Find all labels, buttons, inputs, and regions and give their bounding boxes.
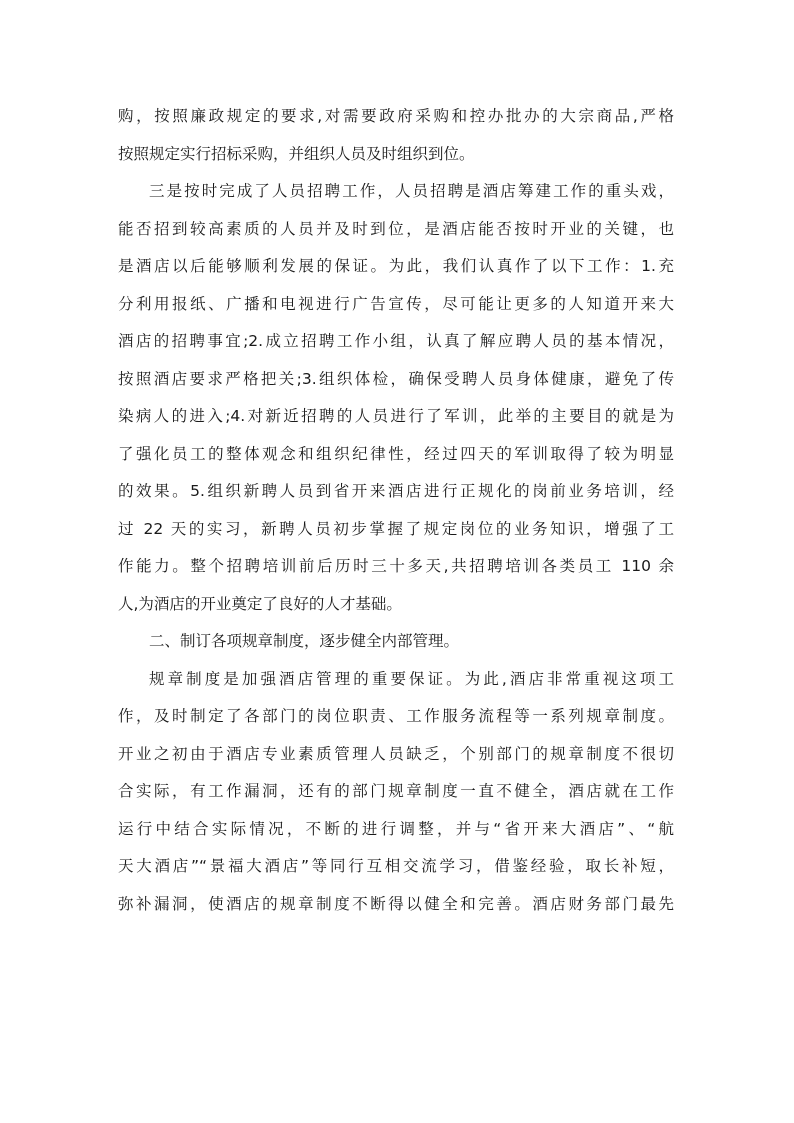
text-line: 运行中结合实际情况，不断的进行调整，并与“省开来大酒店”、“航 — [118, 819, 674, 838]
text-line: 能否招到较高素质的人员并及时到位，是酒店能否按时开业的关键，也 — [118, 219, 674, 238]
text-line: 按照酒店要求严格把关;3.组织体检，确保受聘人员身体健康，避免了传 — [118, 369, 674, 388]
text-line: 按照规定实行招标采购，并组织人员及时组织到位。 — [118, 144, 475, 163]
text-line: 弥补漏洞，使酒店的规章制度不断得以健全和完善。酒店财务部门最先 — [118, 894, 674, 913]
text-line: 作，及时制定了各部门的岗位职责、工作服务流程等一系列规章制度。 — [118, 707, 674, 725]
text-line: 开业之初由于酒店专业素质管理人员缺乏，个别部门的规章制度不很切 — [118, 744, 674, 763]
text-line: 酒店的招聘事宜;2.成立招聘工作小组，认真了解应聘人员的基本情况， — [118, 332, 674, 350]
text-line: 的效果。5.组织新聘人员到省开来酒店进行正规化的岗前业务培训，经 — [118, 482, 674, 500]
text-line: 分利用报纸、广播和电视进行广告宣传，尽可能让更多的人知道开来大 — [118, 294, 674, 313]
text-line: 人,为酒店的开业奠定了良好的人才基础。 — [118, 594, 402, 613]
text-line: 染病人的进入;4.对新近招聘的人员进行了军训，此举的主要目的就是为 — [118, 407, 674, 425]
paragraph-start-line: 规章制度是加强酒店管理的重要保证。为此,酒店非常重视这项工 — [149, 669, 674, 688]
text-line: 过 22 天的实习，新聘人员初步掌握了规定岗位的业务知识，增强了工 — [118, 519, 674, 538]
document-page — [118, 98, 674, 923]
text-line: 合实际，有工作漏洞，还有的部门规章制度一直不健全，酒店就在工作 — [118, 782, 674, 800]
text-line: 了强化员工的整体观念和组织纪律性，经过四天的军训取得了较为明显 — [118, 444, 674, 463]
paragraph-start-line: 三是按时完成了人员招聘工作，人员招聘是酒店筹建工作的重头戏， — [149, 182, 674, 200]
section-heading: 二、制订各项规章制度，逐步健全内部管理。 — [149, 632, 460, 650]
text-line: 购，按照廉政规定的要求,对需要政府采购和控办批办的大宗商品,严格 — [118, 107, 674, 125]
text-line: 天大酒店”“景福大酒店”等同行互相交流学习，借鉴经验，取长补短， — [118, 857, 674, 875]
text-line: 作能力。整个招聘培训前后历时三十多天,共招聘培训各类员工 110 余 — [118, 557, 674, 575]
text-line: 是酒店以后能够顺利发展的保证。为此，我们认真作了以下工作：1.充 — [118, 257, 674, 275]
